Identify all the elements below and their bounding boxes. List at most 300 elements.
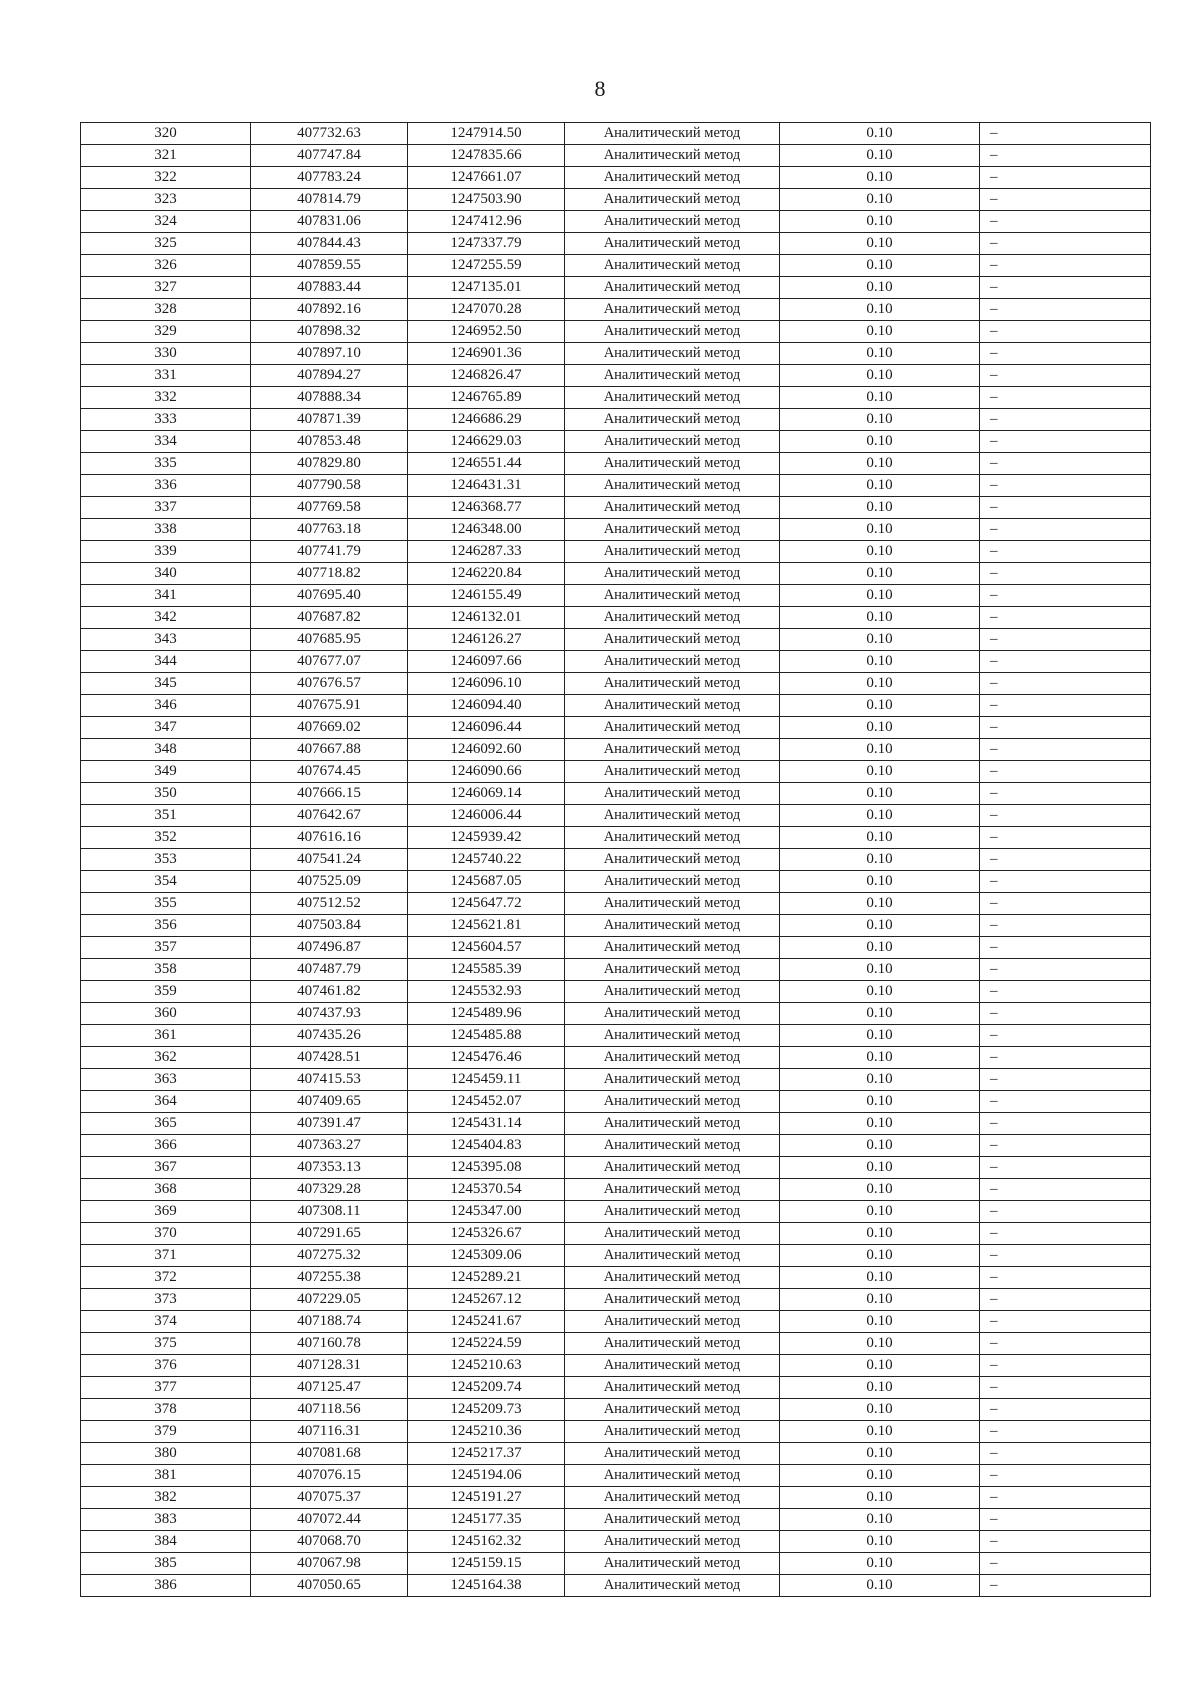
accuracy-cell: 0.10 xyxy=(780,497,980,519)
method-cell: Аналитический метод xyxy=(565,915,780,937)
table-row xyxy=(81,915,1151,937)
table-row xyxy=(81,981,1151,1003)
method-cell: Аналитический метод xyxy=(565,1003,780,1025)
table-row xyxy=(81,1465,1151,1487)
point-number-cell: 333 xyxy=(81,409,251,431)
y-coordinate-cell: 1246096.10 xyxy=(408,673,565,695)
x-coordinate-cell: 407188.74 xyxy=(251,1311,408,1333)
x-coordinate-cell: 407897.10 xyxy=(251,343,408,365)
x-coordinate-cell: 407666.15 xyxy=(251,783,408,805)
note-cell: – xyxy=(980,475,1151,497)
note-cell: – xyxy=(980,1509,1151,1531)
accuracy-cell: 0.10 xyxy=(780,1399,980,1421)
x-coordinate-cell: 407068.70 xyxy=(251,1531,408,1553)
table-row xyxy=(81,519,1151,541)
y-coordinate-cell: 1247412.96 xyxy=(408,211,565,233)
table-row xyxy=(81,959,1151,981)
point-number-cell: 321 xyxy=(81,145,251,167)
note-cell: – xyxy=(980,761,1151,783)
x-coordinate-cell: 407676.57 xyxy=(251,673,408,695)
point-number-cell: 380 xyxy=(81,1443,251,1465)
accuracy-cell: 0.10 xyxy=(780,1421,980,1443)
note-cell: – xyxy=(980,585,1151,607)
x-coordinate-cell: 407687.82 xyxy=(251,607,408,629)
table-row xyxy=(81,761,1151,783)
table-row xyxy=(81,651,1151,673)
accuracy-cell: 0.10 xyxy=(780,1091,980,1113)
table-row xyxy=(81,409,1151,431)
method-cell: Аналитический метод xyxy=(565,1157,780,1179)
table-row xyxy=(81,937,1151,959)
method-cell: Аналитический метод xyxy=(565,761,780,783)
note-cell: – xyxy=(980,1289,1151,1311)
table-row xyxy=(81,1091,1151,1113)
y-coordinate-cell: 1245289.21 xyxy=(408,1267,565,1289)
note-cell: – xyxy=(980,233,1151,255)
method-cell: Аналитический метод xyxy=(565,475,780,497)
accuracy-cell: 0.10 xyxy=(780,937,980,959)
y-coordinate-cell: 1245177.35 xyxy=(408,1509,565,1531)
y-coordinate-cell: 1247255.59 xyxy=(408,255,565,277)
accuracy-cell: 0.10 xyxy=(780,1553,980,1575)
x-coordinate-cell: 407461.82 xyxy=(251,981,408,1003)
point-number-cell: 323 xyxy=(81,189,251,211)
method-cell: Аналитический метод xyxy=(565,1135,780,1157)
y-coordinate-cell: 1245309.06 xyxy=(408,1245,565,1267)
accuracy-cell: 0.10 xyxy=(780,563,980,585)
point-number-cell: 386 xyxy=(81,1575,251,1597)
note-cell: – xyxy=(980,871,1151,893)
note-cell: – xyxy=(980,959,1151,981)
point-number-cell: 329 xyxy=(81,321,251,343)
point-number-cell: 355 xyxy=(81,893,251,915)
method-cell: Аналитический метод xyxy=(565,343,780,365)
method-cell: Аналитический метод xyxy=(565,893,780,915)
note-cell: – xyxy=(980,519,1151,541)
point-number-cell: 348 xyxy=(81,739,251,761)
method-cell: Аналитический метод xyxy=(565,1223,780,1245)
note-cell: – xyxy=(980,827,1151,849)
method-cell: Аналитический метод xyxy=(565,739,780,761)
y-coordinate-cell: 1245687.05 xyxy=(408,871,565,893)
note-cell: – xyxy=(980,607,1151,629)
table-row xyxy=(81,123,1151,145)
point-number-cell: 344 xyxy=(81,651,251,673)
accuracy-cell: 0.10 xyxy=(780,475,980,497)
point-number-cell: 356 xyxy=(81,915,251,937)
y-coordinate-cell: 1245459.11 xyxy=(408,1069,565,1091)
method-cell: Аналитический метод xyxy=(565,1355,780,1377)
y-coordinate-cell: 1246765.89 xyxy=(408,387,565,409)
point-number-cell: 382 xyxy=(81,1487,251,1509)
note-cell: – xyxy=(980,1553,1151,1575)
point-number-cell: 337 xyxy=(81,497,251,519)
point-number-cell: 373 xyxy=(81,1289,251,1311)
coordinates-table xyxy=(80,122,1151,1597)
method-cell: Аналитический метод xyxy=(565,321,780,343)
table-row xyxy=(81,1223,1151,1245)
note-cell: – xyxy=(980,1047,1151,1069)
y-coordinate-cell: 1247070.28 xyxy=(408,299,565,321)
note-cell: – xyxy=(980,1421,1151,1443)
accuracy-cell: 0.10 xyxy=(780,1443,980,1465)
point-number-cell: 372 xyxy=(81,1267,251,1289)
y-coordinate-cell: 1245404.83 xyxy=(408,1135,565,1157)
page-number: 8 xyxy=(594,76,606,101)
point-number-cell: 358 xyxy=(81,959,251,981)
x-coordinate-cell: 407741.79 xyxy=(251,541,408,563)
method-cell: Аналитический метод xyxy=(565,563,780,585)
x-coordinate-cell: 407067.98 xyxy=(251,1553,408,1575)
y-coordinate-cell: 1246092.60 xyxy=(408,739,565,761)
method-cell: Аналитический метод xyxy=(565,189,780,211)
note-cell: – xyxy=(980,1223,1151,1245)
y-coordinate-cell: 1246901.36 xyxy=(408,343,565,365)
y-coordinate-cell: 1245370.54 xyxy=(408,1179,565,1201)
y-coordinate-cell: 1245164.38 xyxy=(408,1575,565,1597)
y-coordinate-cell: 1246090.66 xyxy=(408,761,565,783)
x-coordinate-cell: 407790.58 xyxy=(251,475,408,497)
y-coordinate-cell: 1246132.01 xyxy=(408,607,565,629)
y-coordinate-cell: 1245585.39 xyxy=(408,959,565,981)
y-coordinate-cell: 1246826.47 xyxy=(408,365,565,387)
table-row xyxy=(81,145,1151,167)
method-cell: Аналитический метод xyxy=(565,1069,780,1091)
x-coordinate-cell: 407391.47 xyxy=(251,1113,408,1135)
table-row xyxy=(81,431,1151,453)
accuracy-cell: 0.10 xyxy=(780,189,980,211)
x-coordinate-cell: 407435.26 xyxy=(251,1025,408,1047)
note-cell: – xyxy=(980,1135,1151,1157)
accuracy-cell: 0.10 xyxy=(780,233,980,255)
x-coordinate-cell: 407125.47 xyxy=(251,1377,408,1399)
accuracy-cell: 0.10 xyxy=(780,783,980,805)
point-number-cell: 349 xyxy=(81,761,251,783)
point-number-cell: 327 xyxy=(81,277,251,299)
point-number-cell: 339 xyxy=(81,541,251,563)
accuracy-cell: 0.10 xyxy=(780,1069,980,1091)
table-body xyxy=(81,123,1151,1597)
note-cell: – xyxy=(980,1245,1151,1267)
table-row xyxy=(81,189,1151,211)
accuracy-cell: 0.10 xyxy=(780,607,980,629)
method-cell: Аналитический метод xyxy=(565,783,780,805)
point-number-cell: 376 xyxy=(81,1355,251,1377)
table-row xyxy=(81,585,1151,607)
x-coordinate-cell: 407275.32 xyxy=(251,1245,408,1267)
accuracy-cell: 0.10 xyxy=(780,431,980,453)
y-coordinate-cell: 1247503.90 xyxy=(408,189,565,211)
table-row xyxy=(81,343,1151,365)
method-cell: Аналитический метод xyxy=(565,849,780,871)
method-cell: Аналитический метод xyxy=(565,1025,780,1047)
x-coordinate-cell: 407642.67 xyxy=(251,805,408,827)
x-coordinate-cell: 407512.52 xyxy=(251,893,408,915)
method-cell: Аналитический метод xyxy=(565,871,780,893)
x-coordinate-cell: 407616.16 xyxy=(251,827,408,849)
method-cell: Аналитический метод xyxy=(565,1443,780,1465)
point-number-cell: 369 xyxy=(81,1201,251,1223)
method-cell: Аналитический метод xyxy=(565,1531,780,1553)
table-row xyxy=(81,1289,1151,1311)
method-cell: Аналитический метод xyxy=(565,409,780,431)
y-coordinate-cell: 1246155.49 xyxy=(408,585,565,607)
point-number-cell: 370 xyxy=(81,1223,251,1245)
point-number-cell: 367 xyxy=(81,1157,251,1179)
method-cell: Аналитический метод xyxy=(565,1113,780,1135)
method-cell: Аналитический метод xyxy=(565,827,780,849)
note-cell: – xyxy=(980,1443,1151,1465)
y-coordinate-cell: 1245162.32 xyxy=(408,1531,565,1553)
x-coordinate-cell: 407160.78 xyxy=(251,1333,408,1355)
table-row xyxy=(81,1443,1151,1465)
accuracy-cell: 0.10 xyxy=(780,1509,980,1531)
y-coordinate-cell: 1246094.40 xyxy=(408,695,565,717)
y-coordinate-cell: 1245159.15 xyxy=(408,1553,565,1575)
y-coordinate-cell: 1245489.96 xyxy=(408,1003,565,1025)
x-coordinate-cell: 407675.91 xyxy=(251,695,408,717)
x-coordinate-cell: 407118.56 xyxy=(251,1399,408,1421)
x-coordinate-cell: 407685.95 xyxy=(251,629,408,651)
point-number-cell: 362 xyxy=(81,1047,251,1069)
accuracy-cell: 0.10 xyxy=(780,695,980,717)
accuracy-cell: 0.10 xyxy=(780,673,980,695)
point-number-cell: 353 xyxy=(81,849,251,871)
table-row xyxy=(81,1025,1151,1047)
point-number-cell: 381 xyxy=(81,1465,251,1487)
x-coordinate-cell: 407409.65 xyxy=(251,1091,408,1113)
x-coordinate-cell: 407128.31 xyxy=(251,1355,408,1377)
y-coordinate-cell: 1246551.44 xyxy=(408,453,565,475)
method-cell: Аналитический метод xyxy=(565,387,780,409)
method-cell: Аналитический метод xyxy=(565,299,780,321)
table-row xyxy=(81,805,1151,827)
note-cell: – xyxy=(980,189,1151,211)
method-cell: Аналитический метод xyxy=(565,277,780,299)
y-coordinate-cell: 1245452.07 xyxy=(408,1091,565,1113)
table-row xyxy=(81,497,1151,519)
y-coordinate-cell: 1245476.46 xyxy=(408,1047,565,1069)
x-coordinate-cell: 407308.11 xyxy=(251,1201,408,1223)
note-cell: – xyxy=(980,695,1151,717)
table-row xyxy=(81,717,1151,739)
x-coordinate-cell: 407291.65 xyxy=(251,1223,408,1245)
y-coordinate-cell: 1245647.72 xyxy=(408,893,565,915)
table-row xyxy=(81,1531,1151,1553)
x-coordinate-cell: 407763.18 xyxy=(251,519,408,541)
y-coordinate-cell: 1245431.14 xyxy=(408,1113,565,1135)
table-row xyxy=(81,1575,1151,1597)
accuracy-cell: 0.10 xyxy=(780,1289,980,1311)
accuracy-cell: 0.10 xyxy=(780,1355,980,1377)
y-coordinate-cell: 1245224.59 xyxy=(408,1333,565,1355)
table-row xyxy=(81,321,1151,343)
method-cell: Аналитический метод xyxy=(565,1509,780,1531)
y-coordinate-cell: 1245191.27 xyxy=(408,1487,565,1509)
point-number-cell: 368 xyxy=(81,1179,251,1201)
y-coordinate-cell: 1245532.93 xyxy=(408,981,565,1003)
y-coordinate-cell: 1245267.12 xyxy=(408,1289,565,1311)
point-number-cell: 359 xyxy=(81,981,251,1003)
point-number-cell: 351 xyxy=(81,805,251,827)
table-row xyxy=(81,1333,1151,1355)
method-cell: Аналитический метод xyxy=(565,959,780,981)
table-row xyxy=(81,607,1151,629)
point-number-cell: 366 xyxy=(81,1135,251,1157)
y-coordinate-cell: 1245210.36 xyxy=(408,1421,565,1443)
point-number-cell: 350 xyxy=(81,783,251,805)
accuracy-cell: 0.10 xyxy=(780,1377,980,1399)
x-coordinate-cell: 407541.24 xyxy=(251,849,408,871)
note-cell: – xyxy=(980,1069,1151,1091)
table-row xyxy=(81,1179,1151,1201)
note-cell: – xyxy=(980,981,1151,1003)
note-cell: – xyxy=(980,1003,1151,1025)
y-coordinate-cell: 1246069.14 xyxy=(408,783,565,805)
point-number-cell: 326 xyxy=(81,255,251,277)
note-cell: – xyxy=(980,1025,1151,1047)
note-cell: – xyxy=(980,1531,1151,1553)
y-coordinate-cell: 1245621.81 xyxy=(408,915,565,937)
note-cell: – xyxy=(980,893,1151,915)
table-row xyxy=(81,1487,1151,1509)
method-cell: Аналитический метод xyxy=(565,1399,780,1421)
point-number-cell: 328 xyxy=(81,299,251,321)
x-coordinate-cell: 407695.40 xyxy=(251,585,408,607)
x-coordinate-cell: 407081.68 xyxy=(251,1443,408,1465)
x-coordinate-cell: 407669.02 xyxy=(251,717,408,739)
x-coordinate-cell: 407076.15 xyxy=(251,1465,408,1487)
table-row xyxy=(81,1311,1151,1333)
accuracy-cell: 0.10 xyxy=(780,1575,980,1597)
accuracy-cell: 0.10 xyxy=(780,915,980,937)
point-number-cell: 320 xyxy=(81,123,251,145)
point-number-cell: 330 xyxy=(81,343,251,365)
method-cell: Аналитический метод xyxy=(565,1267,780,1289)
y-coordinate-cell: 1246096.44 xyxy=(408,717,565,739)
x-coordinate-cell: 407892.16 xyxy=(251,299,408,321)
point-number-cell: 340 xyxy=(81,563,251,585)
y-coordinate-cell: 1247914.50 xyxy=(408,123,565,145)
method-cell: Аналитический метод xyxy=(565,1575,780,1597)
accuracy-cell: 0.10 xyxy=(780,1201,980,1223)
method-cell: Аналитический метод xyxy=(565,585,780,607)
accuracy-cell: 0.10 xyxy=(780,409,980,431)
x-coordinate-cell: 407329.28 xyxy=(251,1179,408,1201)
x-coordinate-cell: 407859.55 xyxy=(251,255,408,277)
y-coordinate-cell: 1245485.88 xyxy=(408,1025,565,1047)
note-cell: – xyxy=(980,739,1151,761)
y-coordinate-cell: 1246348.00 xyxy=(408,519,565,541)
y-coordinate-cell: 1245347.00 xyxy=(408,1201,565,1223)
table-row xyxy=(81,1399,1151,1421)
accuracy-cell: 0.10 xyxy=(780,1135,980,1157)
note-cell: – xyxy=(980,1355,1151,1377)
table-row xyxy=(81,563,1151,585)
note-cell: – xyxy=(980,1091,1151,1113)
accuracy-cell: 0.10 xyxy=(780,1157,980,1179)
table-row xyxy=(81,695,1151,717)
accuracy-cell: 0.10 xyxy=(780,519,980,541)
note-cell: – xyxy=(980,365,1151,387)
method-cell: Аналитический метод xyxy=(565,255,780,277)
accuracy-cell: 0.10 xyxy=(780,651,980,673)
method-cell: Аналитический метод xyxy=(565,651,780,673)
accuracy-cell: 0.10 xyxy=(780,1245,980,1267)
y-coordinate-cell: 1246431.31 xyxy=(408,475,565,497)
x-coordinate-cell: 407667.88 xyxy=(251,739,408,761)
method-cell: Аналитический метод xyxy=(565,365,780,387)
note-cell: – xyxy=(980,255,1151,277)
table-row xyxy=(81,673,1151,695)
method-cell: Аналитический метод xyxy=(565,211,780,233)
x-coordinate-cell: 407525.09 xyxy=(251,871,408,893)
accuracy-cell: 0.10 xyxy=(780,1333,980,1355)
x-coordinate-cell: 407075.37 xyxy=(251,1487,408,1509)
accuracy-cell: 0.10 xyxy=(780,893,980,915)
point-number-cell: 325 xyxy=(81,233,251,255)
table-row xyxy=(81,783,1151,805)
method-cell: Аналитический метод xyxy=(565,123,780,145)
method-cell: Аналитический метод xyxy=(565,981,780,1003)
method-cell: Аналитический метод xyxy=(565,805,780,827)
note-cell: – xyxy=(980,563,1151,585)
note-cell: – xyxy=(980,453,1151,475)
table-row xyxy=(81,211,1151,233)
note-cell: – xyxy=(980,409,1151,431)
accuracy-cell: 0.10 xyxy=(780,1311,980,1333)
x-coordinate-cell: 407674.45 xyxy=(251,761,408,783)
table-row xyxy=(81,1201,1151,1223)
note-cell: – xyxy=(980,1311,1151,1333)
point-number-cell: 378 xyxy=(81,1399,251,1421)
method-cell: Аналитический метод xyxy=(565,1553,780,1575)
accuracy-cell: 0.10 xyxy=(780,849,980,871)
accuracy-cell: 0.10 xyxy=(780,1267,980,1289)
x-coordinate-cell: 407415.53 xyxy=(251,1069,408,1091)
x-coordinate-cell: 407116.31 xyxy=(251,1421,408,1443)
note-cell: – xyxy=(980,167,1151,189)
table-row xyxy=(81,1245,1151,1267)
method-cell: Аналитический метод xyxy=(565,1047,780,1069)
point-number-cell: 375 xyxy=(81,1333,251,1355)
method-cell: Аналитический метод xyxy=(565,1333,780,1355)
table-row xyxy=(81,475,1151,497)
y-coordinate-cell: 1245604.57 xyxy=(408,937,565,959)
point-number-cell: 341 xyxy=(81,585,251,607)
method-cell: Аналитический метод xyxy=(565,167,780,189)
accuracy-cell: 0.10 xyxy=(780,541,980,563)
point-number-cell: 379 xyxy=(81,1421,251,1443)
x-coordinate-cell: 407229.05 xyxy=(251,1289,408,1311)
note-cell: – xyxy=(980,1201,1151,1223)
note-cell: – xyxy=(980,1179,1151,1201)
x-coordinate-cell: 407831.06 xyxy=(251,211,408,233)
accuracy-cell: 0.10 xyxy=(780,1113,980,1135)
y-coordinate-cell: 1246097.66 xyxy=(408,651,565,673)
y-coordinate-cell: 1246629.03 xyxy=(408,431,565,453)
method-cell: Аналитический метод xyxy=(565,233,780,255)
y-coordinate-cell: 1245217.37 xyxy=(408,1443,565,1465)
point-number-cell: 385 xyxy=(81,1553,251,1575)
note-cell: – xyxy=(980,673,1151,695)
table-row xyxy=(81,893,1151,915)
note-cell: – xyxy=(980,387,1151,409)
table-row xyxy=(81,1509,1151,1531)
accuracy-cell: 0.10 xyxy=(780,1179,980,1201)
method-cell: Аналитический метод xyxy=(565,1091,780,1113)
note-cell: – xyxy=(980,277,1151,299)
